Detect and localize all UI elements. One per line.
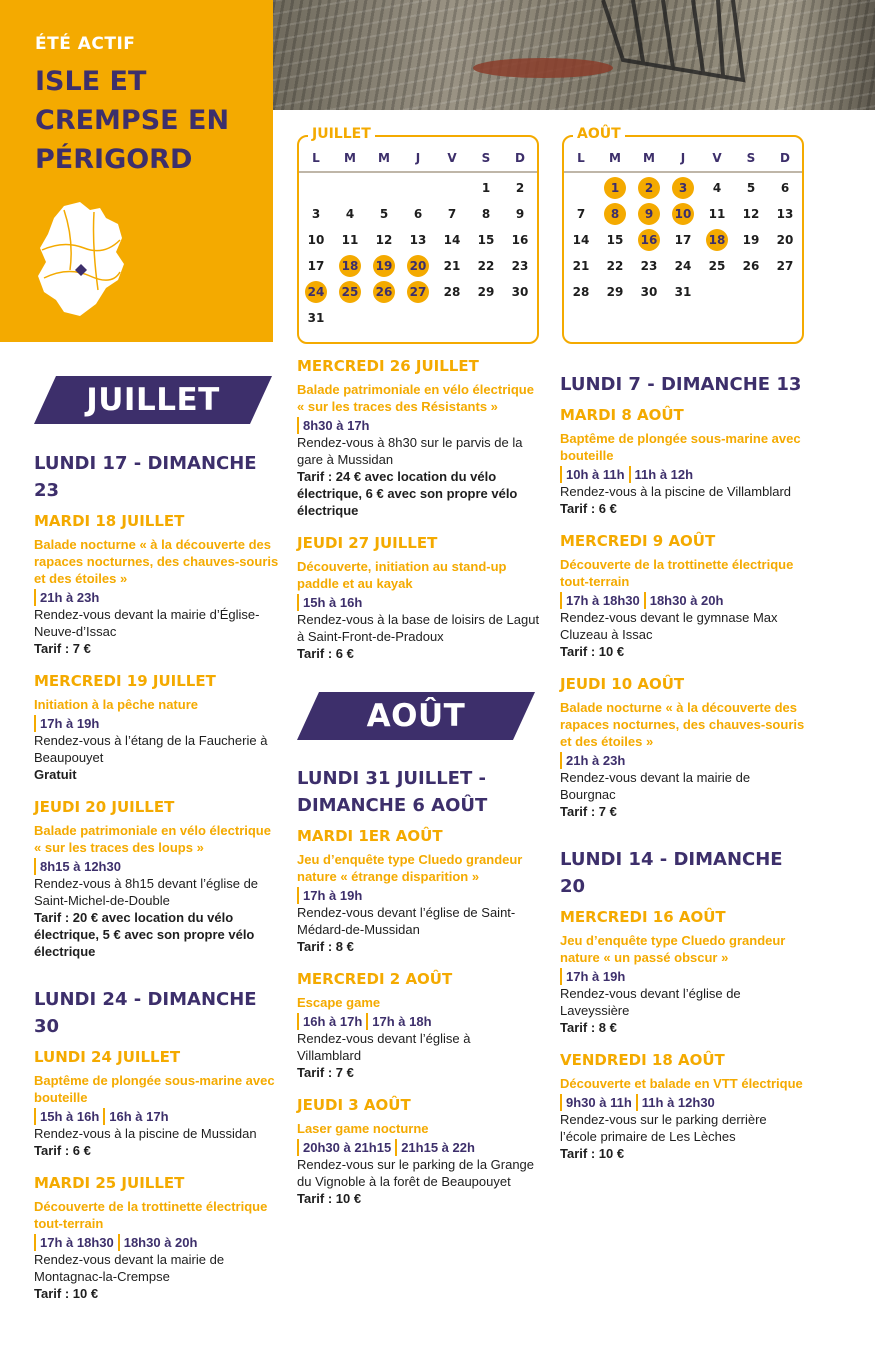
event-date: JEUDI 20 JUILLET bbox=[34, 798, 175, 816]
event-times bbox=[560, 1094, 805, 1111]
event-date: JEUDI 3 AOÛT bbox=[297, 1096, 411, 1114]
event-name: Escape game bbox=[297, 995, 381, 1010]
event-price: Tarif : 6 € bbox=[34, 1143, 91, 1158]
calendar-day: 1 bbox=[481, 181, 491, 195]
event-place: Rendez-vous devant le gymnase Max Cluzeau à Issac bbox=[560, 610, 778, 642]
event-place: Rendez-vous devant l’église de Laveyssière bbox=[560, 986, 741, 1018]
calendar-day: 2 bbox=[638, 177, 660, 199]
calendar-day: 23 bbox=[511, 259, 529, 273]
calendar-day bbox=[407, 177, 429, 199]
calendar-day: 26 bbox=[373, 281, 395, 303]
calendar-day: 8 bbox=[604, 203, 626, 225]
calendar-day bbox=[475, 307, 497, 329]
week-heading: LUNDI 31 JUILLET - DIMANCHE 6 AOÛT bbox=[297, 768, 488, 816]
calendar-day: 20 bbox=[776, 233, 794, 247]
calendar-day bbox=[570, 177, 592, 199]
weekday-label: V bbox=[447, 151, 457, 165]
calendar-day bbox=[339, 307, 361, 329]
event-name: Jeu d’enquête type Cluedo grandeur nature « étrange disparition » bbox=[297, 852, 523, 884]
calendar-day: 3 bbox=[672, 177, 694, 199]
event-block bbox=[297, 356, 542, 519]
time-slot: 21h à 23h bbox=[34, 589, 99, 606]
event-block bbox=[560, 405, 805, 517]
event-times bbox=[297, 594, 542, 611]
event-place: Rendez-vous devant la mairie d’Église-Neuve-d’Issac bbox=[34, 607, 260, 639]
calendar-day: 5 bbox=[746, 181, 756, 195]
week-heading: LUNDI 24 - DIMANCHE 30 bbox=[34, 989, 257, 1037]
calendar-day: 5 bbox=[379, 207, 389, 221]
event-price: Tarif : 8 € bbox=[297, 939, 354, 954]
kicker: ÉTÉ ACTIF bbox=[35, 34, 136, 54]
event-date: MERCREDI 19 JUILLET bbox=[34, 672, 216, 690]
header-photo bbox=[273, 0, 875, 110]
time-slot: 21h15 à 22h bbox=[395, 1139, 475, 1156]
week-heading: LUNDI 14 - DIMANCHE 20 bbox=[560, 849, 783, 897]
event-price: Tarif : 24 € avec location du vélo électrique, 6 € avec son propre vélo électrique bbox=[297, 469, 518, 518]
time-slot: 16h à 17h bbox=[103, 1108, 168, 1125]
calendar-day: 21 bbox=[443, 259, 461, 273]
calendar-day bbox=[441, 177, 463, 199]
page-title bbox=[35, 62, 255, 179]
event-date: MERCREDI 26 JUILLET bbox=[297, 357, 479, 375]
event-place: Rendez-vous à la piscine de Villamblard bbox=[560, 484, 791, 499]
calendar-day: 16 bbox=[638, 229, 660, 251]
event-name: Initiation à la pêche nature bbox=[34, 697, 198, 712]
weekday-label: D bbox=[515, 151, 525, 165]
calendar-day bbox=[339, 177, 361, 199]
calendar-day: 3 bbox=[311, 207, 321, 221]
event-date: MARDI 18 JUILLET bbox=[34, 512, 185, 530]
event-block bbox=[34, 797, 279, 960]
banner-label: AOÛT bbox=[366, 698, 466, 734]
weekday-label: M bbox=[609, 151, 621, 165]
time-slot: 16h à 17h bbox=[297, 1013, 362, 1030]
time-slot: 17h à 19h bbox=[560, 968, 625, 985]
event-price: Tarif : 7 € bbox=[560, 804, 617, 819]
calendar-weekdays bbox=[564, 145, 802, 173]
event-times bbox=[297, 1139, 535, 1156]
calendar-day: 7 bbox=[447, 207, 457, 221]
calendar-day: 18 bbox=[339, 255, 361, 277]
calendar-day: 17 bbox=[307, 259, 325, 273]
spacer bbox=[560, 834, 805, 846]
event-block bbox=[297, 1095, 535, 1207]
event-name: Balade nocturne « à la découverte des rapaces nocturnes, des chauves-souris et des étoiles » bbox=[560, 700, 805, 749]
calendar-day: 31 bbox=[307, 311, 325, 325]
weekday-label: J bbox=[415, 151, 421, 165]
calendar-day bbox=[706, 281, 728, 303]
event-price: Tarif : 6 € bbox=[297, 646, 354, 661]
calendar-day: 4 bbox=[712, 181, 722, 195]
event-price: Tarif : 10 € bbox=[297, 1191, 362, 1206]
calendar-day: 29 bbox=[477, 285, 495, 299]
calendar-day bbox=[305, 177, 327, 199]
spacer bbox=[34, 974, 279, 986]
time-slot: 15h à 16h bbox=[297, 594, 362, 611]
event-times bbox=[34, 589, 279, 606]
month-banner-july bbox=[34, 376, 272, 424]
calendar-day: 12 bbox=[375, 233, 393, 247]
event-block bbox=[34, 1047, 279, 1159]
column-left bbox=[34, 450, 279, 1316]
calendar-day: 28 bbox=[572, 285, 590, 299]
calendar-day: 29 bbox=[606, 285, 624, 299]
weekday-label: D bbox=[780, 151, 790, 165]
event-price: Tarif : 10 € bbox=[560, 1146, 625, 1161]
feeder-cage-image bbox=[273, 0, 875, 110]
calendar-day: 11 bbox=[341, 233, 359, 247]
calendar-day: 20 bbox=[407, 255, 429, 277]
event-date: MERCREDI 16 AOÛT bbox=[560, 908, 726, 926]
calendar-day: 24 bbox=[674, 259, 692, 273]
event-times bbox=[560, 592, 805, 609]
time-slot: 21h à 23h bbox=[560, 752, 625, 769]
week-heading: LUNDI 7 - DIMANCHE 13 bbox=[560, 374, 802, 395]
calendar-day: 25 bbox=[339, 281, 361, 303]
calendar-day: 15 bbox=[606, 233, 624, 247]
time-slot: 8h30 à 17h bbox=[297, 417, 370, 434]
event-times bbox=[560, 968, 805, 985]
event-date: MARDI 8 AOÛT bbox=[560, 406, 684, 424]
weekday-label: L bbox=[577, 151, 585, 165]
event-name: Balade patrimoniale en vélo électrique « sur les traces des loups » bbox=[34, 823, 271, 855]
event-times bbox=[297, 1013, 535, 1030]
month-banner-august bbox=[297, 692, 535, 740]
calendar-day: 6 bbox=[780, 181, 790, 195]
calendar-day: 14 bbox=[443, 233, 461, 247]
time-slot: 15h à 16h bbox=[34, 1108, 99, 1125]
week-heading: LUNDI 17 - DIMANCHE 23 bbox=[34, 453, 257, 501]
calendar-day: 7 bbox=[576, 207, 586, 221]
event-date: MARDI 25 JUILLET bbox=[34, 1174, 185, 1192]
calendar-day: 26 bbox=[742, 259, 760, 273]
time-slot: 20h30 à 21h15 bbox=[297, 1139, 391, 1156]
event-block bbox=[34, 511, 279, 657]
calendar-day: 25 bbox=[708, 259, 726, 273]
calendar-day: 22 bbox=[606, 259, 624, 273]
calendar-day: 19 bbox=[742, 233, 760, 247]
event-name: Balade patrimoniale en vélo électrique « sur les traces des Résistants » bbox=[297, 382, 534, 414]
event-place: Rendez-vous devant la mairie de Bourgnac bbox=[560, 770, 751, 802]
time-slot: 18h30 à 20h bbox=[644, 592, 724, 609]
event-times bbox=[560, 466, 805, 483]
event-date: JEUDI 27 JUILLET bbox=[297, 534, 438, 552]
event-times bbox=[34, 1108, 279, 1125]
event-place: Rendez-vous à 8h15 devant l’église de Saint-Michel-de-Double bbox=[34, 876, 259, 908]
event-times bbox=[34, 715, 279, 732]
event-block bbox=[560, 531, 805, 660]
column-middle-bottom bbox=[297, 765, 535, 1221]
weekday-label: M bbox=[344, 151, 356, 165]
calendar-day: 10 bbox=[307, 233, 325, 247]
calendar-day: 24 bbox=[305, 281, 327, 303]
time-slot: 10h à 11h bbox=[560, 466, 625, 483]
calendar-day: 15 bbox=[477, 233, 495, 247]
event-times bbox=[560, 752, 805, 769]
calendar-day: 18 bbox=[706, 229, 728, 251]
calendar-day: 21 bbox=[572, 259, 590, 273]
event-price: Tarif : 10 € bbox=[560, 644, 625, 659]
calendar-day: 14 bbox=[572, 233, 590, 247]
event-block bbox=[297, 969, 535, 1081]
weekday-label: L bbox=[312, 151, 320, 165]
calendar-day: 31 bbox=[674, 285, 692, 299]
weekday-label: S bbox=[481, 151, 491, 165]
calendar-day: 12 bbox=[742, 207, 760, 221]
calendar-day: 2 bbox=[515, 181, 525, 195]
calendar-day: 1 bbox=[604, 177, 626, 199]
weekday-label: V bbox=[712, 151, 722, 165]
calendar-title: AOÛT bbox=[573, 126, 625, 142]
event-block bbox=[560, 1050, 805, 1162]
time-slot: 17h à 19h bbox=[34, 715, 99, 732]
calendar-day: 11 bbox=[708, 207, 726, 221]
event-name: Découverte et balade en VTT électrique bbox=[560, 1076, 803, 1091]
event-date: MERCREDI 2 AOÛT bbox=[297, 970, 453, 988]
event-name: Découverte de la trottinette électrique tout-terrain bbox=[34, 1199, 268, 1231]
event-block bbox=[560, 674, 805, 820]
weekday-label: S bbox=[746, 151, 756, 165]
event-block bbox=[560, 907, 805, 1036]
event-price: Tarif : 7 € bbox=[297, 1065, 354, 1080]
calendar-day: 17 bbox=[674, 233, 692, 247]
event-price: Tarif : 20 € avec location du vélo électrique, 5 € avec son propre vélo électrique bbox=[34, 910, 255, 959]
calendar-day: 30 bbox=[511, 285, 529, 299]
event-name: Laser game nocturne bbox=[297, 1121, 429, 1136]
time-slot: 17h à 18h30 bbox=[34, 1234, 114, 1251]
event-name: Baptême de plongée sous-marine avec bouteille bbox=[34, 1073, 275, 1105]
calendar-day: 9 bbox=[638, 203, 660, 225]
event-times bbox=[34, 1234, 279, 1251]
calendar-day: 28 bbox=[443, 285, 461, 299]
event-times bbox=[297, 887, 535, 904]
calendar-day bbox=[373, 307, 395, 329]
calendar-day: 13 bbox=[776, 207, 794, 221]
event-place: Rendez-vous à l’étang de la Faucherie à Beaupouyet bbox=[34, 733, 268, 765]
event-place: Rendez-vous devant la mairie de Montagnac-la-Crempse bbox=[34, 1252, 225, 1284]
weekday-label: J bbox=[680, 151, 686, 165]
calendar-day: 23 bbox=[640, 259, 658, 273]
calendar-day: 10 bbox=[672, 203, 694, 225]
calendar-day: 30 bbox=[640, 285, 658, 299]
event-date: MARDI 1ER AOÛT bbox=[297, 827, 443, 845]
calendar-day: 27 bbox=[776, 259, 794, 273]
event-block bbox=[297, 533, 542, 662]
calendar-day: 6 bbox=[413, 207, 423, 221]
event-date: LUNDI 24 JUILLET bbox=[34, 1048, 181, 1066]
calendar-day: 13 bbox=[409, 233, 427, 247]
event-block bbox=[34, 671, 279, 783]
event-times bbox=[34, 858, 279, 875]
weekday-label: M bbox=[378, 151, 390, 165]
event-times bbox=[297, 417, 542, 434]
event-name: Découverte de la trottinette électrique tout-terrain bbox=[560, 557, 794, 589]
event-name: Baptême de plongée sous-marine avec bouteille bbox=[560, 431, 801, 463]
event-place: Rendez-vous à la piscine de Mussidan bbox=[34, 1126, 257, 1141]
event-date: JEUDI 10 AOÛT bbox=[560, 675, 685, 693]
event-block bbox=[297, 826, 535, 955]
event-price: Gratuit bbox=[34, 767, 77, 782]
time-slot: 11h à 12h30 bbox=[636, 1094, 715, 1111]
calendar-days bbox=[564, 175, 802, 305]
calendar-day: 22 bbox=[477, 259, 495, 273]
event-date: VENDREDI 18 AOÛT bbox=[560, 1051, 725, 1069]
calendar-title: JUILLET bbox=[308, 126, 375, 142]
weekday-label: M bbox=[643, 151, 655, 165]
title-panel bbox=[0, 0, 273, 342]
column-middle-top bbox=[297, 356, 542, 676]
calendar-weekdays bbox=[299, 145, 537, 173]
dordogne-map-icon bbox=[34, 200, 126, 320]
calendar-day: 27 bbox=[407, 281, 429, 303]
calendar-day bbox=[774, 281, 796, 303]
calendar-days bbox=[299, 175, 537, 331]
event-place: Rendez-vous sur le parking derrière l’école primaire de Les Lèches bbox=[560, 1112, 767, 1144]
title-line: PÉRIGORD bbox=[35, 144, 193, 175]
time-slot: 17h à 18h30 bbox=[560, 592, 640, 609]
event-price: Tarif : 8 € bbox=[560, 1020, 617, 1035]
title-line: CREMPSE EN bbox=[35, 105, 230, 136]
calendar-day bbox=[441, 307, 463, 329]
time-slot: 11h à 12h bbox=[629, 466, 694, 483]
event-place: Rendez-vous à 8h30 sur le parvis de la gare à Mussidan bbox=[297, 435, 523, 467]
event-date: MERCREDI 9 AOÛT bbox=[560, 532, 716, 550]
event-place: Rendez-vous sur le parking de la Grange du Vignoble à la forêt de Beaupouyet bbox=[297, 1157, 535, 1189]
calendar-day: 19 bbox=[373, 255, 395, 277]
calendar-july bbox=[297, 126, 539, 344]
event-name: Découverte, initiation au stand-up paddle et au kayak bbox=[297, 559, 507, 591]
time-slot: 18h30 à 20h bbox=[118, 1234, 198, 1251]
event-name: Balade nocturne « à la découverte des rapaces nocturnes, des chauves-souris et des étoiles » bbox=[34, 537, 279, 586]
title-line: ISLE ET bbox=[35, 66, 147, 97]
calendar-day bbox=[509, 307, 531, 329]
banner-label: JUILLET bbox=[86, 382, 220, 418]
event-place: Rendez-vous devant l’église à Villamblard bbox=[297, 1031, 471, 1063]
calendar-day bbox=[407, 307, 429, 329]
time-slot: 17h à 19h bbox=[297, 887, 362, 904]
calendar-day bbox=[373, 177, 395, 199]
calendar-day: 8 bbox=[481, 207, 491, 221]
calendar-day: 9 bbox=[515, 207, 525, 221]
event-place: Rendez-vous devant l’église de Saint-Médard-de-Mussidan bbox=[297, 905, 516, 937]
event-price: Tarif : 6 € bbox=[560, 501, 617, 516]
time-slot: 8h15 à 12h30 bbox=[34, 858, 121, 875]
event-price: Tarif : 7 € bbox=[34, 641, 91, 656]
event-block bbox=[34, 1173, 279, 1302]
calendar-day: 16 bbox=[511, 233, 529, 247]
calendar-august bbox=[562, 126, 804, 344]
calendar-day: 4 bbox=[345, 207, 355, 221]
event-price: Tarif : 10 € bbox=[34, 1286, 99, 1301]
time-slot: 17h à 18h bbox=[366, 1013, 431, 1030]
column-right bbox=[560, 371, 805, 1176]
event-name: Jeu d’enquête type Cluedo grandeur nature « un passé obscur » bbox=[560, 933, 786, 965]
time-slot: 9h30 à 11h bbox=[560, 1094, 632, 1111]
calendar-day bbox=[740, 281, 762, 303]
event-place: Rendez-vous à la base de loisirs de Lagut à Saint-Front-de-Pradoux bbox=[297, 612, 540, 644]
